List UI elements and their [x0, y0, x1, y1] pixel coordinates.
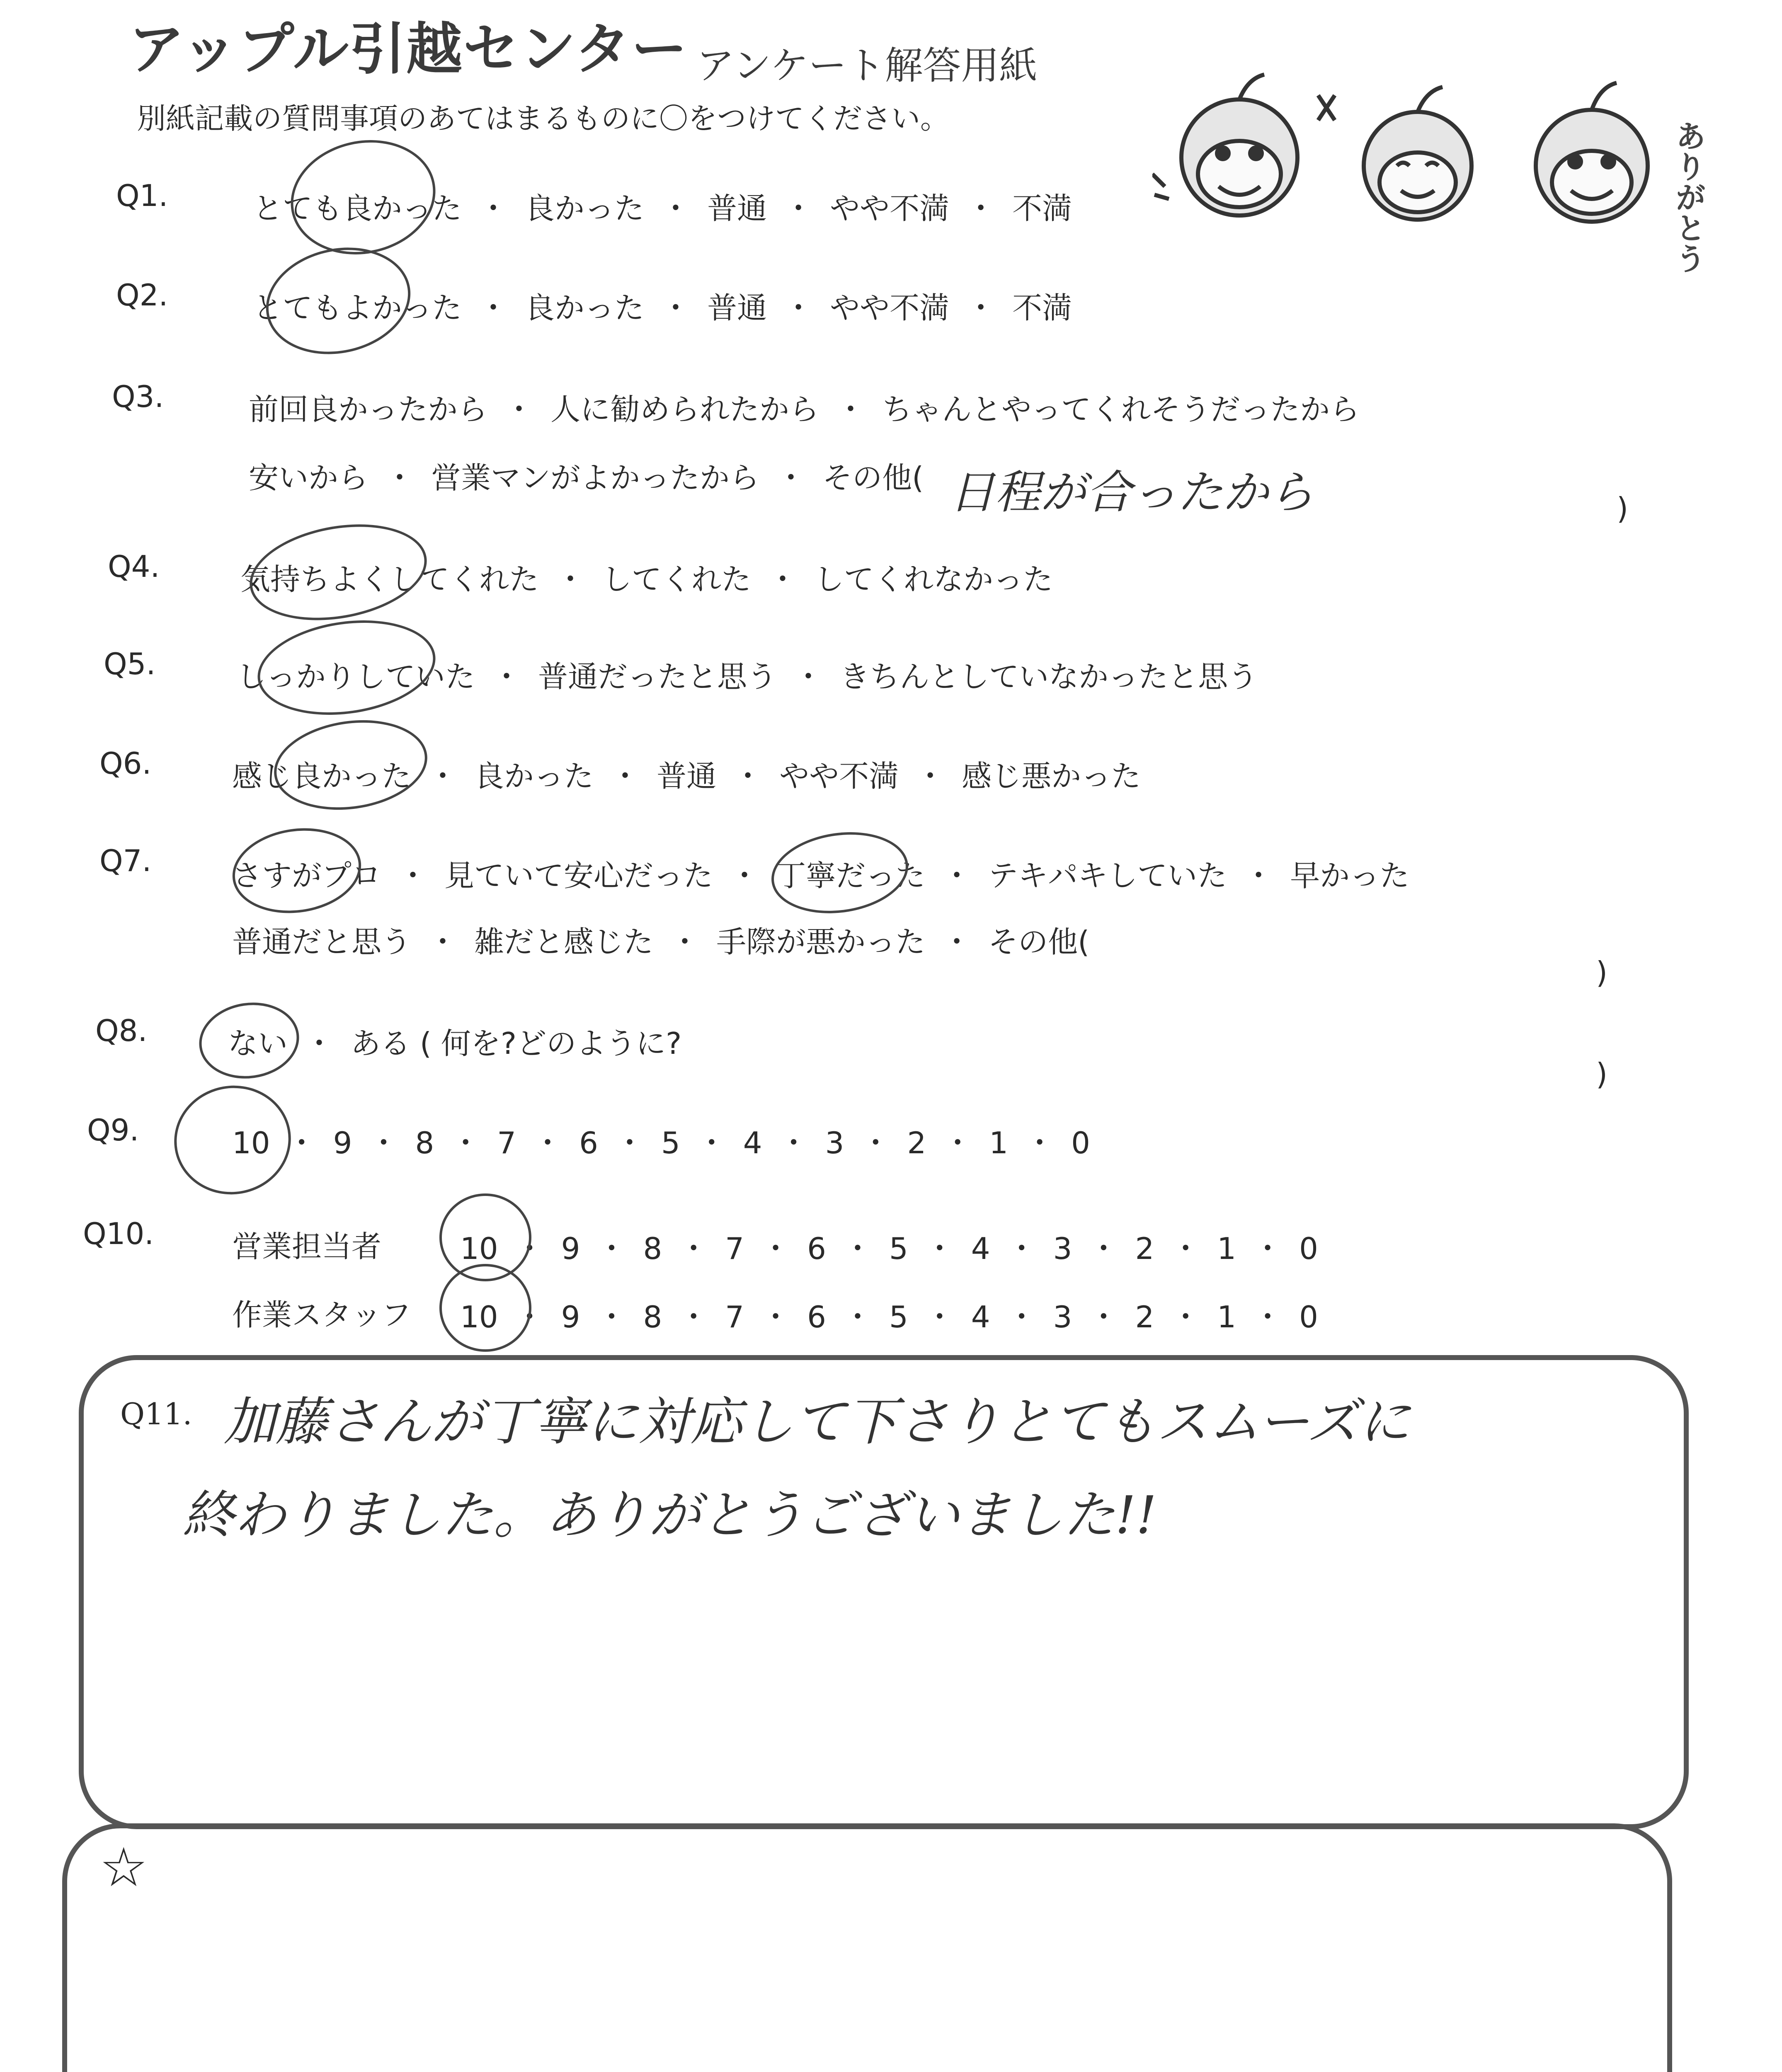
q10-staff-score-10[interactable]: 10 — [460, 1300, 498, 1334]
q9-score-10[interactable]: 10 — [232, 1126, 270, 1160]
q7-close-paren: ) — [1596, 955, 1608, 990]
q1-options: とても良かった ・ 良かった ・ 普通 ・ やや不満 ・ 不満 — [253, 191, 1072, 226]
q5-label: Q5. — [104, 646, 156, 681]
q4-label: Q4. — [108, 549, 160, 584]
q5-option-3[interactable]: きちんとしていなかったと思う — [840, 659, 1258, 694]
q7-option-7[interactable]: 雑だと感じた — [474, 925, 654, 959]
q3-other-handwritten: 日程が合ったから — [949, 466, 1314, 519]
q2-answer-circle — [256, 235, 421, 367]
q7-option-3[interactable]: 丁寧だった — [776, 858, 926, 893]
q10-sales-score-4[interactable]: 4 — [971, 1231, 990, 1266]
q10-staff-score-3[interactable]: 3 — [1053, 1300, 1072, 1334]
q10-sales-label: 営業担当者 — [232, 1229, 382, 1264]
q4-option-3[interactable]: してくれなかった — [814, 562, 1053, 597]
q10-staff-score-2[interactable]: 2 — [1135, 1300, 1154, 1334]
q6-option-1[interactable]: 感じ良かった — [232, 759, 412, 794]
q11-comment-line1: 加藤さんが丁寧に対応して下さりとてもスムーズに — [224, 1392, 1411, 1452]
q1-label: Q1. — [116, 178, 168, 213]
q4-option-2[interactable]: してくれた — [602, 562, 752, 597]
q10-sales-score-7[interactable]: 7 — [725, 1231, 744, 1266]
q6-label: Q6. — [99, 746, 152, 781]
q4-options: 気持ちよくしてくれた ・ してくれた ・ してくれなかった — [240, 562, 1053, 597]
q10-staff-score-4[interactable]: 4 — [971, 1300, 990, 1334]
q2-label: Q2. — [116, 278, 168, 312]
q9-score-1[interactable]: 1 — [989, 1126, 1009, 1160]
q9-score-5[interactable]: 5 — [661, 1126, 680, 1160]
star-icon: ☆ — [99, 1836, 148, 1899]
monkey-mascots-illustration — [1152, 62, 1704, 261]
q7-option-2[interactable]: 見ていて安心だった — [444, 858, 713, 893]
q9-score-9[interactable]: 9 — [333, 1126, 352, 1160]
q8-answer-circle — [194, 996, 304, 1085]
q6-option-4[interactable]: やや不満 — [779, 759, 899, 794]
q6-option-5[interactable]: 感じ悪かった — [962, 759, 1141, 794]
q10-sales-score-0[interactable]: 0 — [1299, 1231, 1318, 1266]
q6-answer-circle — [268, 711, 433, 819]
q3-option-5[interactable]: 営業マンがよかったから — [431, 460, 760, 495]
q7-answer-circle-1 — [227, 820, 366, 921]
q10-staff-score-6[interactable]: 6 — [807, 1300, 826, 1334]
q10-staff-score-0[interactable]: 0 — [1299, 1300, 1318, 1334]
q7-answer-circle-2 — [766, 824, 913, 922]
q9-score-3[interactable]: 3 — [825, 1126, 844, 1160]
q7-option-5[interactable]: 早かった — [1290, 858, 1410, 893]
q10-sales-score-6[interactable]: 6 — [807, 1231, 826, 1266]
q1-option-1[interactable]: とても良かった — [253, 191, 462, 226]
q10-sales-score-9[interactable]: 9 — [561, 1231, 580, 1266]
q7-options-line1: さすがプロ ・ 見ていて安心だった ・ 丁寧だった ・ テキパキしていた ・ 早かった — [232, 858, 1410, 893]
q10-staff-score-5[interactable]: 5 — [889, 1300, 908, 1334]
q1-answer-circle — [280, 127, 446, 267]
q3-option-1[interactable]: 前回良かったから — [249, 392, 488, 427]
q8-close-paren: ) — [1596, 1057, 1608, 1092]
q2-option-4[interactable]: やや不満 — [830, 290, 950, 325]
q2-option-5[interactable]: 不満 — [1012, 290, 1072, 325]
q7-option-8[interactable]: 手際が悪かった — [716, 925, 926, 959]
staff-memo-box[interactable] — [62, 1823, 1672, 2072]
instruction-text: 別紙記載の質問事項のあてはまるものに〇をつけてください。 — [137, 102, 949, 136]
q8-options: ない ・ ある ( 何を?どのように? — [228, 1026, 682, 1061]
q2-option-3[interactable]: 普通 — [707, 290, 767, 325]
q8-label: Q8. — [95, 1013, 148, 1048]
q10-sales-score-2[interactable]: 2 — [1135, 1231, 1154, 1266]
q5-answer-circle — [252, 610, 442, 726]
q3-options-line2: 安いから ・ 営業マンがよかったから ・ その他( — [249, 460, 924, 495]
q5-options: しっかりしていた ・ 普通だったと思う ・ きちんとしていなかったと思う — [236, 659, 1258, 694]
q8-option-2[interactable]: ある ( 何を?どのように? — [351, 1026, 682, 1061]
q4-answer-circle — [242, 511, 434, 633]
q10-sales-score-1[interactable]: 1 — [1217, 1231, 1236, 1266]
q10-staff-score-8[interactable]: 8 — [643, 1300, 662, 1334]
q9-score-0[interactable]: 0 — [1071, 1126, 1090, 1160]
q3-option-3[interactable]: ちゃんとやってくれそうだったから — [882, 392, 1360, 427]
q9-answer-circle — [165, 1077, 299, 1204]
q10-label: Q10. — [83, 1216, 154, 1251]
form-title: アップル引越センター — [128, 17, 688, 82]
q2-options: とてもよかった ・ 良かった ・ 普通 ・ やや不満 ・ 不満 — [253, 290, 1072, 325]
q9-score-7[interactable]: 7 — [497, 1126, 516, 1160]
q7-option-4[interactable]: テキパキしていた — [988, 858, 1227, 893]
q2-option-2[interactable]: 良かった — [525, 290, 645, 325]
q9-scale: 10 ・ 9 ・ 8 ・ 7 ・ 6 ・ 5 ・ 4 ・ 3 ・ 2 ・ 1 ・ 0 — [232, 1126, 1090, 1160]
q7-option-9[interactable]: その他( — [988, 925, 1090, 959]
q4-option-1[interactable]: 気持ちよくしてくれた — [240, 562, 539, 597]
q11-comment-line2: 終わりました。ありがとうございました!! — [182, 1485, 1157, 1545]
q10-sales-score-3[interactable]: 3 — [1053, 1231, 1072, 1266]
q7-label: Q7. — [99, 843, 152, 878]
q9-score-8[interactable]: 8 — [415, 1126, 434, 1160]
q5-option-2[interactable]: 普通だったと思う — [538, 659, 777, 694]
q2-option-1[interactable]: とてもよかった — [253, 290, 462, 325]
q6-option-3[interactable]: 普通 — [657, 759, 717, 794]
q8-option-1[interactable]: ない — [228, 1026, 288, 1061]
q10-staff-answer-circle — [439, 1264, 531, 1352]
q10-staff-label: 作業スタッフ — [232, 1297, 412, 1332]
q10-staff-score-1[interactable]: 1 — [1217, 1300, 1236, 1334]
q9-score-2[interactable]: 2 — [907, 1126, 926, 1160]
q1-option-4[interactable]: やや不満 — [830, 191, 950, 226]
q3-options-line1: 前回良かったから ・ 人に勧められたから ・ ちゃんとやってくれそうだったから — [249, 392, 1360, 427]
q10-sales-score-5[interactable]: 5 — [889, 1231, 908, 1266]
q10-staff-scale: 10 ・ 9 ・ 8 ・ 7 ・ 6 ・ 5 ・ 4 ・ 3 ・ 2 ・ 1 ・ 0 — [460, 1300, 1318, 1334]
q7-options-line2: 普通だと思う ・ 雑だと感じた ・ 手際が悪かった ・ その他( — [232, 925, 1090, 959]
q3-label: Q3. — [112, 379, 164, 414]
q10-sales-score-8[interactable]: 8 — [643, 1231, 662, 1266]
q10-staff-score-7[interactable]: 7 — [725, 1300, 744, 1334]
q6-options: 感じ良かった ・ 良かった ・ 普通 ・ やや不満 ・ 感じ悪かった — [232, 759, 1141, 794]
q9-score-6[interactable]: 6 — [579, 1126, 598, 1160]
q3-option-4[interactable]: 安いから — [249, 460, 369, 495]
q7-option-6[interactable]: 普通だと思う — [232, 925, 412, 959]
q9-score-4[interactable]: 4 — [743, 1126, 762, 1160]
q5-option-1[interactable]: しっかりしていた — [236, 659, 475, 694]
q1-option-5[interactable]: 不満 — [1012, 191, 1072, 226]
q11-label: Q11. — [120, 1397, 192, 1431]
q6-option-2[interactable]: 良かった — [474, 759, 594, 794]
q3-option-6[interactable]: その他( — [822, 460, 924, 495]
q3-close-paren: ) — [1617, 491, 1629, 526]
q10-staff-score-9[interactable]: 9 — [561, 1300, 580, 1334]
q1-option-3[interactable]: 普通 — [707, 191, 767, 226]
thanks-vertical-text: ありがとう — [1670, 120, 1706, 274]
q10-sales-scale: 10 ・ 9 ・ 8 ・ 7 ・ 6 ・ 5 ・ 4 ・ 3 ・ 2 ・ 1 ・ 0 — [460, 1231, 1318, 1266]
q10-sales-score-10[interactable]: 10 — [460, 1231, 498, 1266]
q9-label: Q9. — [87, 1113, 139, 1147]
q1-option-2[interactable]: 良かった — [525, 191, 645, 226]
q3-option-2[interactable]: 人に勧められたから — [550, 392, 819, 427]
form-subtitle: アンケート解答用紙 — [696, 44, 1038, 88]
q7-option-1[interactable]: さすがプロ — [232, 858, 382, 893]
